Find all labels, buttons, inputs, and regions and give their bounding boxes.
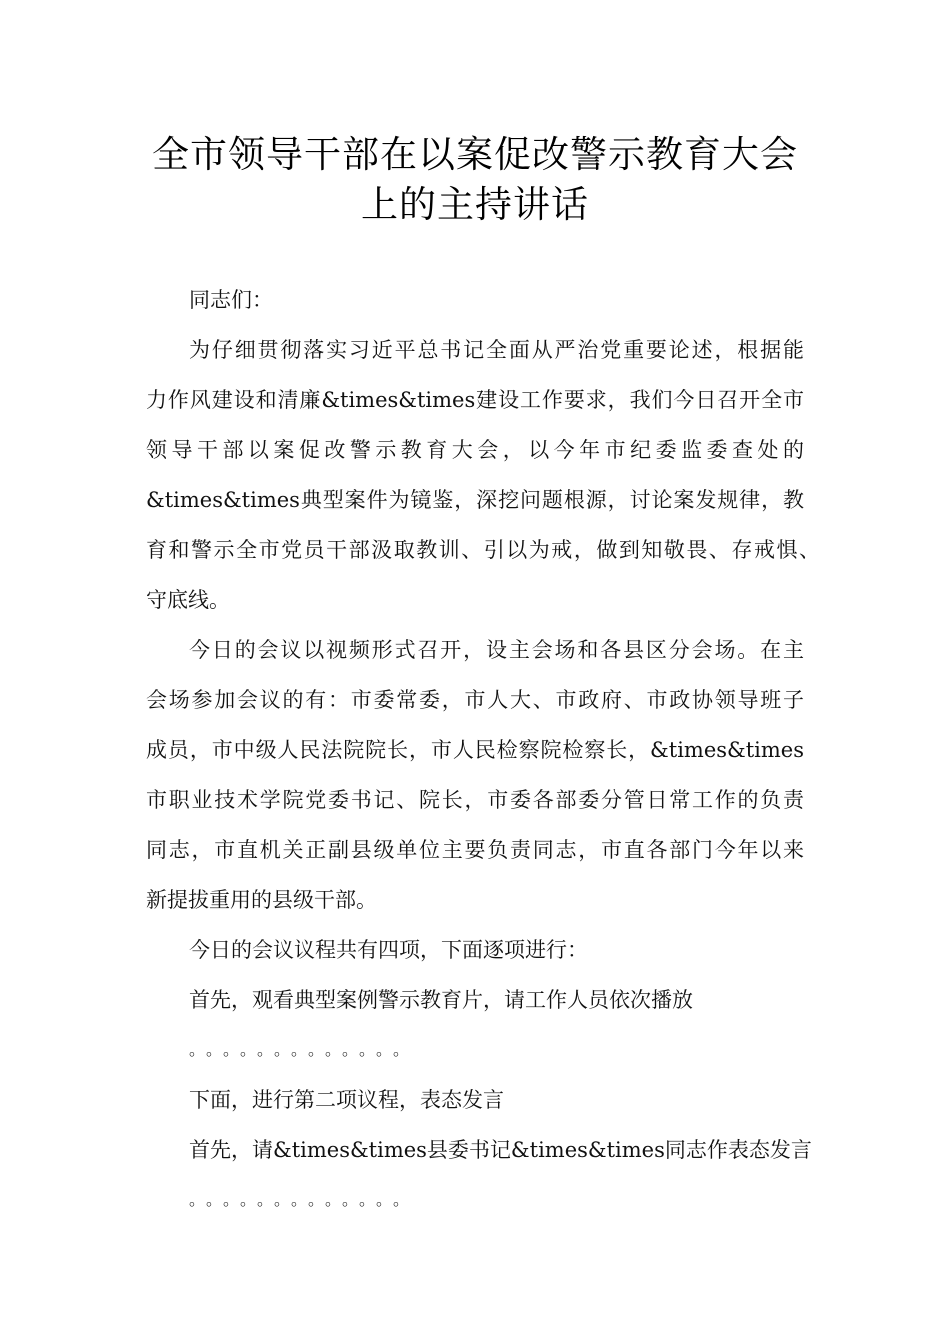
document-title-line-2: 上的主持讲话 <box>361 183 589 226</box>
paragraph-2-line: 今日的会议以视频形式召开，设主会场和各县区分会场。在主 <box>189 638 804 662</box>
paragraph-1-line: 守底线。 <box>146 588 230 612</box>
agenda-item-2-text: 首先，请&times&times县委书记&times&times同志作表态发言 <box>189 1138 812 1162</box>
agenda-item-1: 首先，观看典型案例警示教育片，请工作人员依次播放 <box>189 988 693 1012</box>
document-title-line-1: 全市领导干部在以案促改警示教育大会 <box>152 133 798 176</box>
paragraph-2-line: 同志，市直机关正副县级单位主要负责同志，市直各部门今年以来 <box>146 838 804 862</box>
paragraph-1-line: 为仔细贯彻落实习近平总书记全面从严治党重要论述，根据能 <box>189 338 804 362</box>
paragraph-2-line: 会场参加会议的有：市委常委，市人大、市政府、市政协领导班子 <box>146 688 804 712</box>
ellipsis-dots: 。。。。。。。。。。。。。 <box>189 1190 419 1209</box>
greeting: 同志们： <box>189 288 273 312</box>
paragraph-1-line: 力作风建设和清廉&times&times建设工作要求，我们今日召开全市 <box>146 388 804 412</box>
paragraph-2-line: 市职业技术学院党委书记、院长，市委各部委分管日常工作的负责 <box>146 788 804 812</box>
paragraph-2-line: 新提拔重用的县级干部。 <box>146 888 377 912</box>
ellipsis-dots: 。。。。。。。。。。。。。 <box>189 1040 419 1059</box>
agenda-intro: 今日的会议议程共有四项，下面逐项进行： <box>189 938 588 962</box>
paragraph-1-line: 育和警示全市党员干部汲取教训、引以为戒，做到知敬畏、存戒惧、 <box>146 538 820 562</box>
paragraph-1-line: 领导干部以案促改警示教育大会，以今年市纪委监委查处的 <box>146 438 804 462</box>
paragraph-2-line: 成员，市中级人民法院院长，市人民检察院检察长，&times&times <box>146 738 804 762</box>
paragraph-1-line: &times&times典型案件为镜鉴，深挖问题根源，讨论案发规律，教 <box>146 488 804 512</box>
agenda-item-2-title: 下面，进行第二项议程，表态发言 <box>189 1088 504 1112</box>
